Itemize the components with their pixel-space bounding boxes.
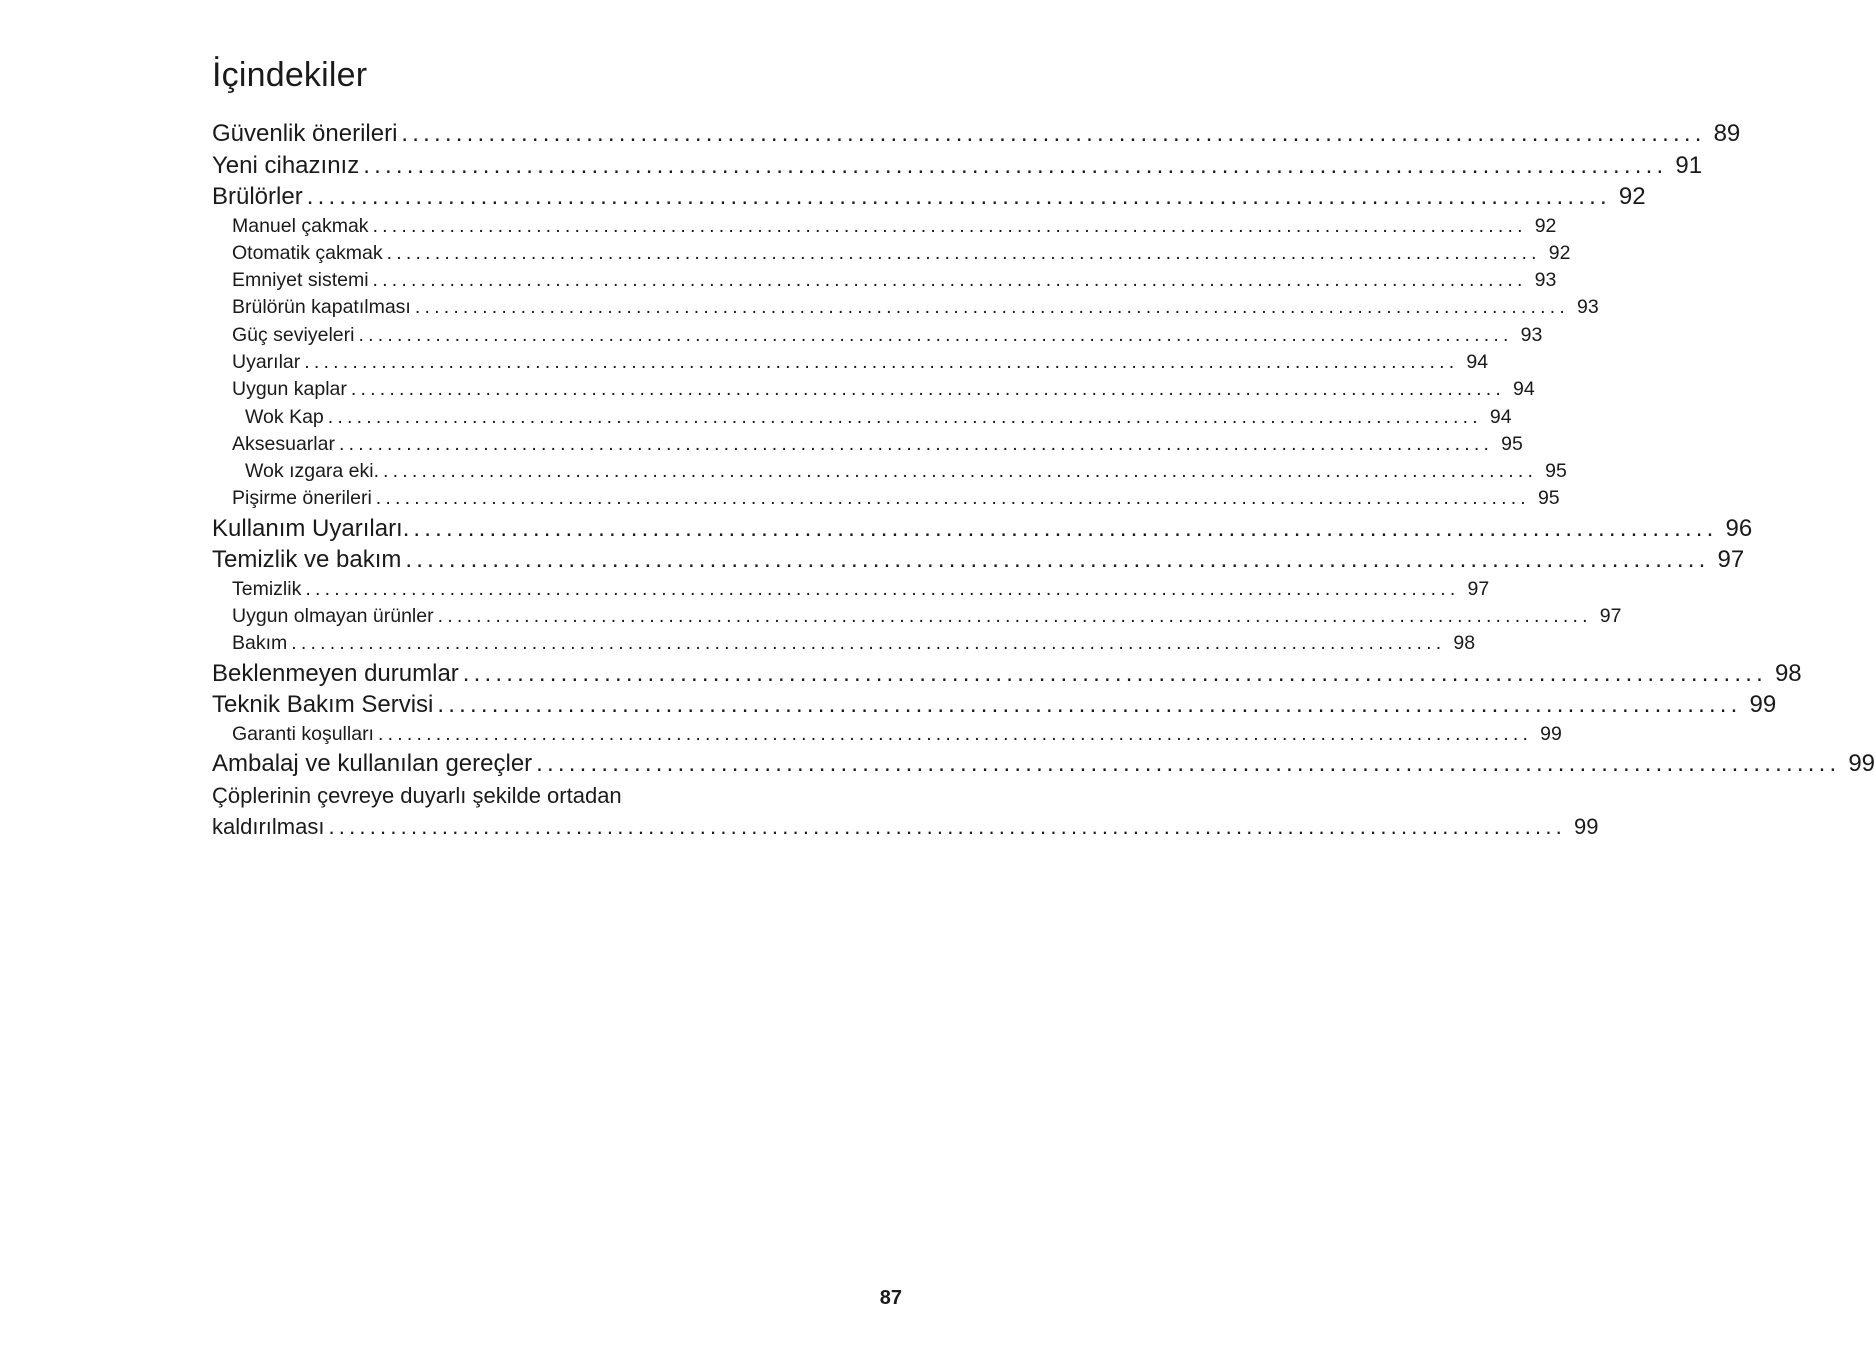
- toc-entry-label: Yeni cihazınız: [212, 151, 360, 179]
- dot-leader: ........................................................................................................................: [437, 605, 1592, 628]
- toc-entry[interactable]: [212, 748, 1875, 780]
- toc-entry-page: 93: [1576, 296, 1599, 319]
- toc-entry-label: Bakım: [232, 632, 288, 655]
- toc-entry[interactable]: [212, 811, 1599, 842]
- toc-subentry[interactable]: [212, 485, 1560, 512]
- dot-leader: ........................................................................................................................: [358, 323, 1513, 346]
- toc-subentry[interactable]: [212, 240, 1571, 267]
- toc-entry-page: 99: [1573, 814, 1599, 840]
- toc-entry-label: Güvenlik önerileri: [212, 120, 398, 147]
- toc-entry-label: Çöplerinin çevreye duyarlı şekilde ortadan: [212, 783, 622, 809]
- dot-leader: ........................................................................................................................: [413, 514, 1718, 542]
- toc-entry-label: Teknik Bakım Servisi: [212, 691, 434, 719]
- toc-subentry[interactable]: [212, 630, 1476, 657]
- toc-subentry[interactable]: [212, 213, 1557, 240]
- dot-leader: ........................................................................................................................: [377, 722, 1533, 745]
- toc-entry-page: 99: [1749, 691, 1777, 719]
- toc-entry-page: 89: [1713, 120, 1741, 147]
- dot-leader: ........................................................................................................................: [304, 350, 1459, 373]
- toc-entry-page: 97: [1717, 546, 1745, 574]
- toc-entry-label: Uygun olmayan ürünler: [232, 605, 434, 628]
- toc-entry-label: Garanti koşulları: [232, 722, 374, 745]
- toc-entry-label: Uyarılar: [232, 350, 301, 373]
- dot-leader: ........................................................................................................................: [305, 577, 1460, 600]
- table-of-contents: [212, 118, 1875, 842]
- dot-leader: ........................................................................................................................: [350, 378, 1506, 401]
- toc-entry-page: 97: [1467, 577, 1490, 600]
- toc-subentry[interactable]: [212, 431, 1523, 458]
- toc-subsubentry[interactable]: [212, 458, 1567, 485]
- dot-leader: ........................................................................................................................: [372, 269, 1527, 292]
- toc-subentry[interactable]: [212, 576, 1490, 603]
- toc-entry-page: 98: [1453, 632, 1476, 655]
- toc-subentry[interactable]: [212, 294, 1599, 321]
- toc-entry-label: kaldırılması: [212, 814, 325, 840]
- toc-entry-page: 91: [1675, 151, 1703, 179]
- toc-entry[interactable]: [212, 544, 1745, 576]
- toc-entry-label: Uygun kaplar: [232, 378, 347, 401]
- toc-entry-page: 99: [1848, 749, 1875, 777]
- toc-entry-page: 94: [1489, 405, 1512, 428]
- dot-leader: ........................................................................................................................: [291, 632, 1446, 655]
- toc-entry-label: Wok Kap: [245, 405, 324, 428]
- toc-entry-page: 96: [1725, 514, 1753, 542]
- toc-entry-label: Emniyet sistemi: [232, 269, 369, 292]
- dot-leader: ........................................................................................................................: [414, 296, 1569, 319]
- toc-subentry[interactable]: [212, 267, 1557, 294]
- toc-entry-label: Temizlik: [232, 577, 302, 600]
- toc-subentry[interactable]: [212, 603, 1622, 630]
- toc-entry-page: 92: [1548, 241, 1571, 264]
- dot-leader: ........................................................................................................................: [383, 460, 1538, 483]
- dot-leader: ........................................................................................................................: [306, 183, 1611, 210]
- page-number: 87: [879, 1287, 902, 1309]
- toc-entry-page: 94: [1466, 350, 1489, 373]
- toc-entry-page: 99: [1540, 722, 1562, 745]
- toc-entry[interactable]: [212, 689, 1777, 721]
- dot-leader: ........................................................................................................................: [437, 691, 1742, 719]
- toc-entry-page: 93: [1520, 323, 1543, 346]
- toc-entry-page: 92: [1534, 214, 1557, 237]
- toc-subentry[interactable]: [212, 376, 1535, 403]
- toc-subentry[interactable]: [212, 322, 1543, 349]
- dot-leader: ........................................................................................................................: [338, 432, 1494, 455]
- dot-leader: ........................................................................................................................: [328, 814, 1566, 840]
- toc-entry-label: Brülörün kapatılması: [232, 296, 411, 319]
- toc-entry-label: Brülörler: [212, 183, 303, 210]
- toc-entry-label: Pişirme önerileri: [232, 487, 372, 510]
- page-title: İçindekiler: [212, 56, 368, 94]
- toc-entry-label: Güç seviyeleri: [232, 323, 355, 346]
- toc-entry[interactable]: [212, 513, 1753, 545]
- toc-entry-page: 93: [1534, 269, 1557, 292]
- toc-entry-page: 95: [1501, 432, 1523, 455]
- toc-entry-label: Otomatik çakmak: [232, 241, 383, 264]
- toc-entry-page: 97: [1599, 605, 1622, 628]
- dot-leader: ........................................................................................................................: [327, 405, 1482, 428]
- dot-leader: ........................................................................................................................: [536, 749, 1841, 777]
- dot-leader: ........................................................................................................................: [372, 214, 1527, 237]
- toc-entry-wrapped-line[interactable]: [212, 779, 760, 811]
- dot-leader: ........................................................................................................................: [375, 487, 1530, 510]
- dot-leader: ........................................................................................................................: [462, 659, 1767, 687]
- toc-entry-page: 95: [1537, 487, 1560, 510]
- toc-subentry[interactable]: [212, 721, 1562, 748]
- toc-entry[interactable]: [212, 150, 1703, 182]
- toc-entry-label: Wok ızgara eki.: [245, 460, 380, 483]
- toc-entry-page: 94: [1513, 378, 1535, 401]
- dot-leader: ........................................................................................................................: [405, 546, 1710, 574]
- toc-entry-page: 95: [1545, 460, 1567, 483]
- toc-entry-label: Manuel çakmak: [232, 214, 369, 237]
- toc-entry[interactable]: [212, 118, 1741, 150]
- dot-leader: ........................................................................................................................: [363, 151, 1668, 179]
- dot-leader: ........................................................................................................................: [401, 120, 1706, 147]
- toc-subentry[interactable]: [212, 349, 1489, 376]
- toc-entry-label: Temizlik ve bakım: [212, 546, 402, 574]
- toc-entry-label: Aksesuarlar: [232, 432, 335, 455]
- toc-entry[interactable]: [212, 658, 1802, 690]
- toc-entry-page: 92: [1618, 183, 1646, 210]
- toc-entry-page: 98: [1774, 659, 1802, 687]
- dot-leader: ........................................................................................................................: [386, 241, 1541, 264]
- toc-entry[interactable]: [212, 181, 1646, 213]
- toc-entry-label: Kullanım Uyarıları.: [212, 514, 410, 542]
- toc-subsubentry[interactable]: [212, 404, 1512, 431]
- toc-entry-label: Ambalaj ve kullanılan gereçler: [212, 749, 533, 777]
- toc-entry-label: Beklenmeyen durumlar: [212, 659, 459, 687]
